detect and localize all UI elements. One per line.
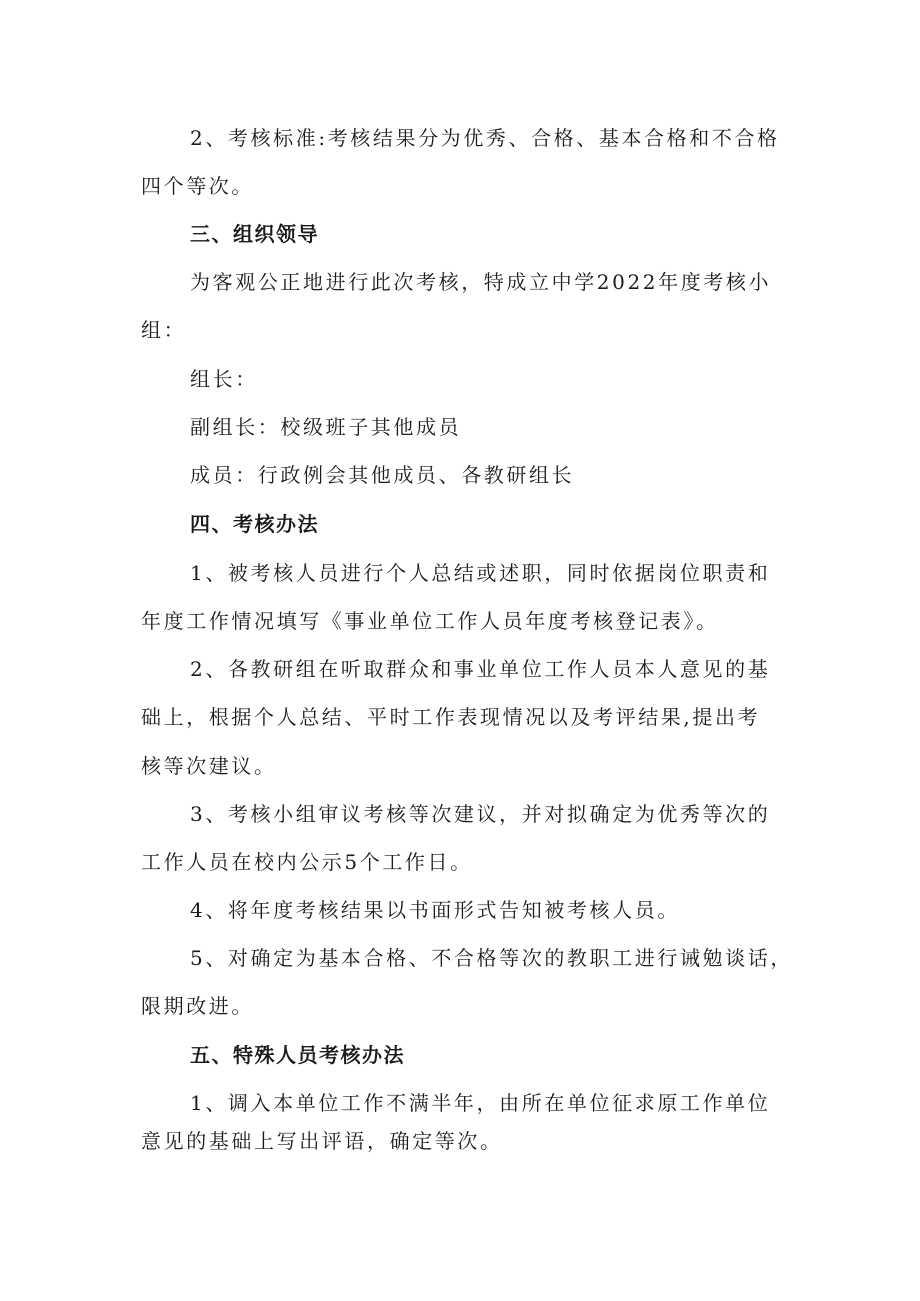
method-5-line-2: 限期改进。	[141, 994, 254, 1018]
method-2-line-1: 2、各教研组在听取群众和事业单位工作人员本人意见的基	[190, 657, 771, 681]
organization-paragraph-line-2: 组：	[141, 318, 187, 342]
standard-paragraph-line-2: 四个等次。	[141, 174, 254, 198]
special-1-line-2: 意见的基础上写出评语，确定等次。	[141, 1129, 503, 1153]
vice-leader-line: 副组长：校级班子其他成员	[190, 415, 462, 439]
method-5-line-1: 5、对确定为基本合格、不合格等次的教职工进行诫勉谈话，	[190, 946, 793, 970]
team-leader-line: 组长：	[190, 367, 258, 391]
section-heading-organization: 三、组织领导	[190, 222, 319, 246]
method-1-line-2: 年度工作情况填写《事业单位工作人员年度考核登记表》。	[141, 609, 719, 633]
method-2-line-2: 础上，根据个人总结、平时工作表现情况以及考评结果,提出考	[141, 705, 761, 729]
special-1-line-1: 1、调入本单位工作不满半年，由所在单位征求原工作单位	[190, 1091, 771, 1115]
method-2-line-3: 核等次建议。	[141, 754, 277, 778]
section-heading-methods: 四、考核办法	[190, 512, 319, 536]
organization-paragraph-line-1: 为客观公正地进行此次考核，特成立中学2022年度考核小	[190, 270, 772, 294]
method-1-line-1: 1、被考核人员进行个人总结或述职，同时依据岗位职责和	[190, 561, 771, 585]
section-heading-special-personnel: 五、特殊人员考核办法	[190, 1043, 405, 1067]
method-3-line-1: 3、考核小组审议考核等次建议，并对拟确定为优秀等次的	[190, 802, 771, 826]
standard-paragraph-line-1: 2、考核标准:考核结果分为优秀、合格、基本合格和不合格	[190, 126, 780, 150]
method-4-line: 4、将年度考核结果以书面形式告知被考核人员。	[190, 898, 680, 922]
method-3-line-2: 工作人员在校内公示5个工作日。	[141, 850, 473, 874]
members-line: 成员：行政例会其他成员、各教研组长	[190, 463, 575, 487]
